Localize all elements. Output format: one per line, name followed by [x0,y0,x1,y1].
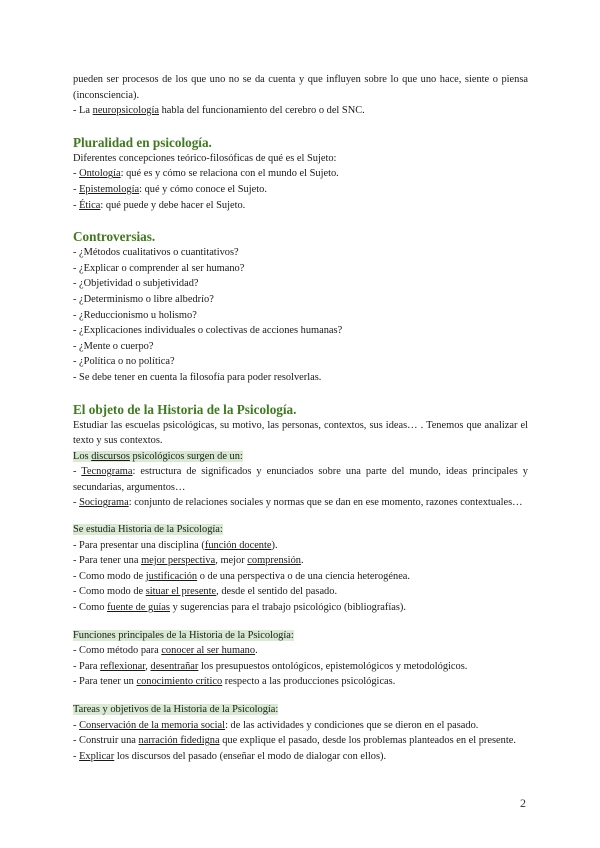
document-page [73,72,528,764]
list-item: - Como modo de justificación o de una perspectiva o de una ciencia heterogénea. [73,570,411,582]
intro-paragraph: pueden ser procesos de los que uno no se da cuenta y que influyen sobre lo que uno hace, siente o piensa (inconsciencia). [73,74,528,101]
pluralidad-lead: Diferentes concepciones teórico-filosóficas de qué es el Sujeto: [73,152,337,164]
pluralidad-heading: Pluralidad en psicología. [73,134,212,150]
funciones-heading: Funciones principales de la Historia de la Psicología: [73,629,294,641]
list-item: - ¿Determinismo o libre albedrío? [73,293,214,305]
estudia-heading: Se estudia Historia de la Psicología: [73,524,223,536]
list-item: - Para tener un conocimiento crítico respecto a las producciones psicológicas. [73,676,396,688]
list-item: - Explicar los discursos del pasado (enseñar el modo de dialogar con ellos). [73,750,387,762]
list-item: - ¿Explicar o comprender al ser humano? [73,262,245,274]
list-item: - ¿Reduccionismo u holismo? [73,309,197,321]
tareas-heading: Tareas y objetivos de la Historia de la Psicología: [73,704,279,715]
neuropsicologia-line: - La neuropsicología habla del funcionamiento del cerebro o del SNC. [73,105,365,117]
list-item: - ¿Política o no política? [73,356,175,368]
list-item: - ¿Métodos cualitativos o cuantitativos? [73,247,239,259]
objeto-heading: El objeto de la Historia de la Psicología. [73,401,297,417]
controversias-heading: Controversias. [73,229,156,245]
list-item: - Para presentar una disciplina (función docente). [73,539,278,551]
list-item: - Se debe tener en cuenta la filosofía para poder resolverlas. [73,371,322,383]
list-item: - Para reflexionar, desentrañar los presupuestos ontológicos, epistemológicos y metodológicos. [73,660,468,672]
list-item: - Como método para conocer al ser humano. [73,645,258,657]
page-number: 2 [520,796,526,810]
list-item: - Conservación de la memoria social: de las actividades y condiciones que se dieron en el pasado. [73,719,479,731]
list-item: - Epistemología: qué y cómo conoce el Sujeto. [73,183,267,195]
discursos-line: Los discursos psicológicos surgen de un: [73,450,243,462]
list-item: - Ética: qué puede y debe hacer el Sujeto. [73,199,246,211]
list-item: - Construir una narración fidedigna que explique el pasado, desde los problemas planteados en el presente. [73,735,516,747]
neuropsicologia-term: neuropsicología [92,105,159,117]
list-item: - ¿Mente o cuerpo? [73,340,154,352]
sociograma-item: - Sociograma: conjunto de relaciones sociales y normas que se dan en ese momento, razones contextuales… [73,497,523,509]
list-item: - Ontología: qué es y cómo se relaciona con el mundo el Sujeto. [73,168,339,180]
list-item: - Para tener una mejor perspectiva, mejor comprensión. [73,555,304,567]
list-item: - ¿Explicaciones individuales o colectivas de acciones humanas? [73,325,343,337]
list-item: - Como modo de situar el presente, desde el sentido del pasado. [73,586,338,598]
objeto-lead: Estudiar las escuelas psicológicas, su motivo, las personas, contextos, sus ideas… . Tenemos que analizar el texto y sus contextos. [73,419,528,447]
list-item: - ¿Objetividad o subjetividad? [73,278,199,290]
list-item: - Como fuente de guías y sugerencias para el trabajo psicológico (bibliografías). [73,602,406,614]
tecnograma-item: - Tecnograma: estructura de significados y enunciados sobre una parte del mundo, ideas principales y secundarias, argumentos… [73,466,529,493]
